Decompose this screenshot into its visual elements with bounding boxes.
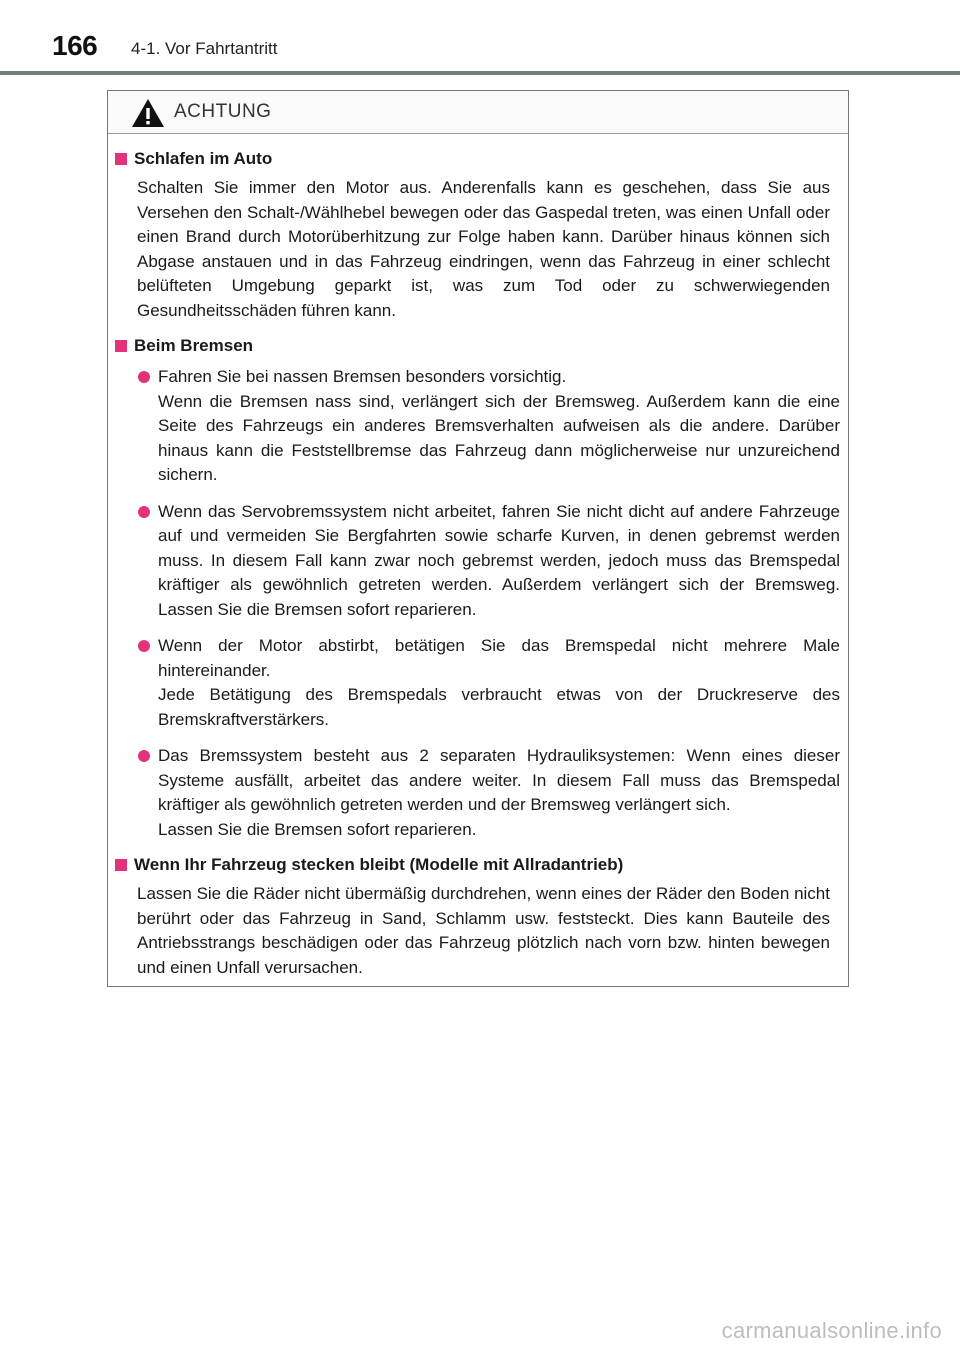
watermark: carmanualsonline.info xyxy=(721,1318,942,1343)
bullet-line: Lassen Sie die Bremsen sofort reparieren. xyxy=(158,819,477,839)
caution-title: ACHTUNG xyxy=(174,101,272,122)
circle-bullet-icon xyxy=(138,640,150,652)
circle-bullet-icon xyxy=(138,750,150,762)
list-item xyxy=(137,365,840,488)
section-heading: Schlafen im Auto xyxy=(134,149,273,168)
section-paragraph: Schalten Sie immer den Motor aus. Anderenfalls kann es geschehen, dass Sie aus Versehen den Schalt-/Wählhebel bewegen oder das Gaspedal treten, was einen Unfall oder einen Brand durch Motorüberhitzung zur Folge haben kann. Darüber hinaus können sich Abgase anstauen und in das Fahrzeug eindringen, wenn das Fahrzeug in einer schlecht belüfteten Umgebung geparkt ist, was zum Tod oder zu schwerwiegenden Gesundheitsschäden führen kann. xyxy=(137,178,830,320)
bullet-line: Wenn das Servobremssystem nicht arbeitet, fahren Sie nicht dicht auf andere Fahrzeuge auf und vermeiden Sie Bergfahrten sowie scharfe Kurven, in denen gebremst werden muss. In diesem Fall kann zwar noch gebremst werden, jedoch muss das Bremspedal kräftiger als gewöhnlich getreten werden. Außerdem verlängert sich der Bremsweg. Lassen Sie die Bremsen sofort reparieren. xyxy=(158,501,840,619)
section-heading: Beim Bremsen xyxy=(134,336,254,355)
caution-box xyxy=(107,90,849,987)
section-heading: Wenn Ihr Fahrzeug stecken bleibt (Modelle mit Allradantrieb) xyxy=(134,855,624,874)
bullet-line: Jede Betätigung des Bremspedals verbraucht etwas von der Druckreserve des Bremskraftverstärkers. xyxy=(158,685,840,729)
bullet-line: Wenn der Motor abstirbt, betätigen Sie das Bremspedal nicht mehrere Male hintereinander. xyxy=(158,636,840,680)
header-rule xyxy=(0,71,960,75)
circle-bullet-icon xyxy=(138,506,150,518)
list-item xyxy=(137,634,840,732)
square-bullet-icon xyxy=(115,340,127,352)
section-paragraph: Lassen Sie die Räder nicht übermäßig durchdrehen, wenn eines der Räder den Boden nicht berührt oder das Fahrzeug in Sand, Schlamm usw. feststeckt. Dies kann Bauteile des Antriebsstrangs beschädigen oder das Fahrzeug plötzlich nach vorn bzw. hinten bewegen und einen Unfall verursachen. xyxy=(137,884,830,977)
list-item xyxy=(137,744,840,842)
section-stuck-vehicle xyxy=(114,852,840,980)
bullet-line: Das Bremssystem besteht aus 2 separaten Hydrauliksystemen: Wenn eines dieser Systeme ausfällt, arbeitet das andere weiter. In diesem Fall muss das Bremspedal kräftiger als gewöhnlich getreten werden und der Bremsweg verlängert sich. xyxy=(158,746,840,814)
section-sleeping xyxy=(114,146,840,323)
circle-bullet-icon xyxy=(138,371,150,383)
bullet-line: Wenn die Bremsen nass sind, verlängert sich der Bremsweg. Außerdem kann die eine Seite des Fahrzeugs ein anderes Bremsverhalten aufweisen als die andere. Darüber hinaus kann die Feststellbremse das Fahrzeug dann möglicherweise nur unzureichend sichern. xyxy=(158,391,840,484)
square-bullet-icon xyxy=(115,153,127,165)
square-bullet-icon xyxy=(115,859,127,871)
bullet-line: Fahren Sie bei nassen Bremsen besonders vorsichtig. xyxy=(158,367,567,386)
page-number: 166 xyxy=(52,30,98,61)
list-item xyxy=(137,500,840,623)
section-braking xyxy=(114,333,840,842)
caution-header xyxy=(108,91,848,134)
section-title: 4-1. Vor Fahrtantritt xyxy=(131,39,278,58)
warning-triangle-icon xyxy=(130,97,166,129)
